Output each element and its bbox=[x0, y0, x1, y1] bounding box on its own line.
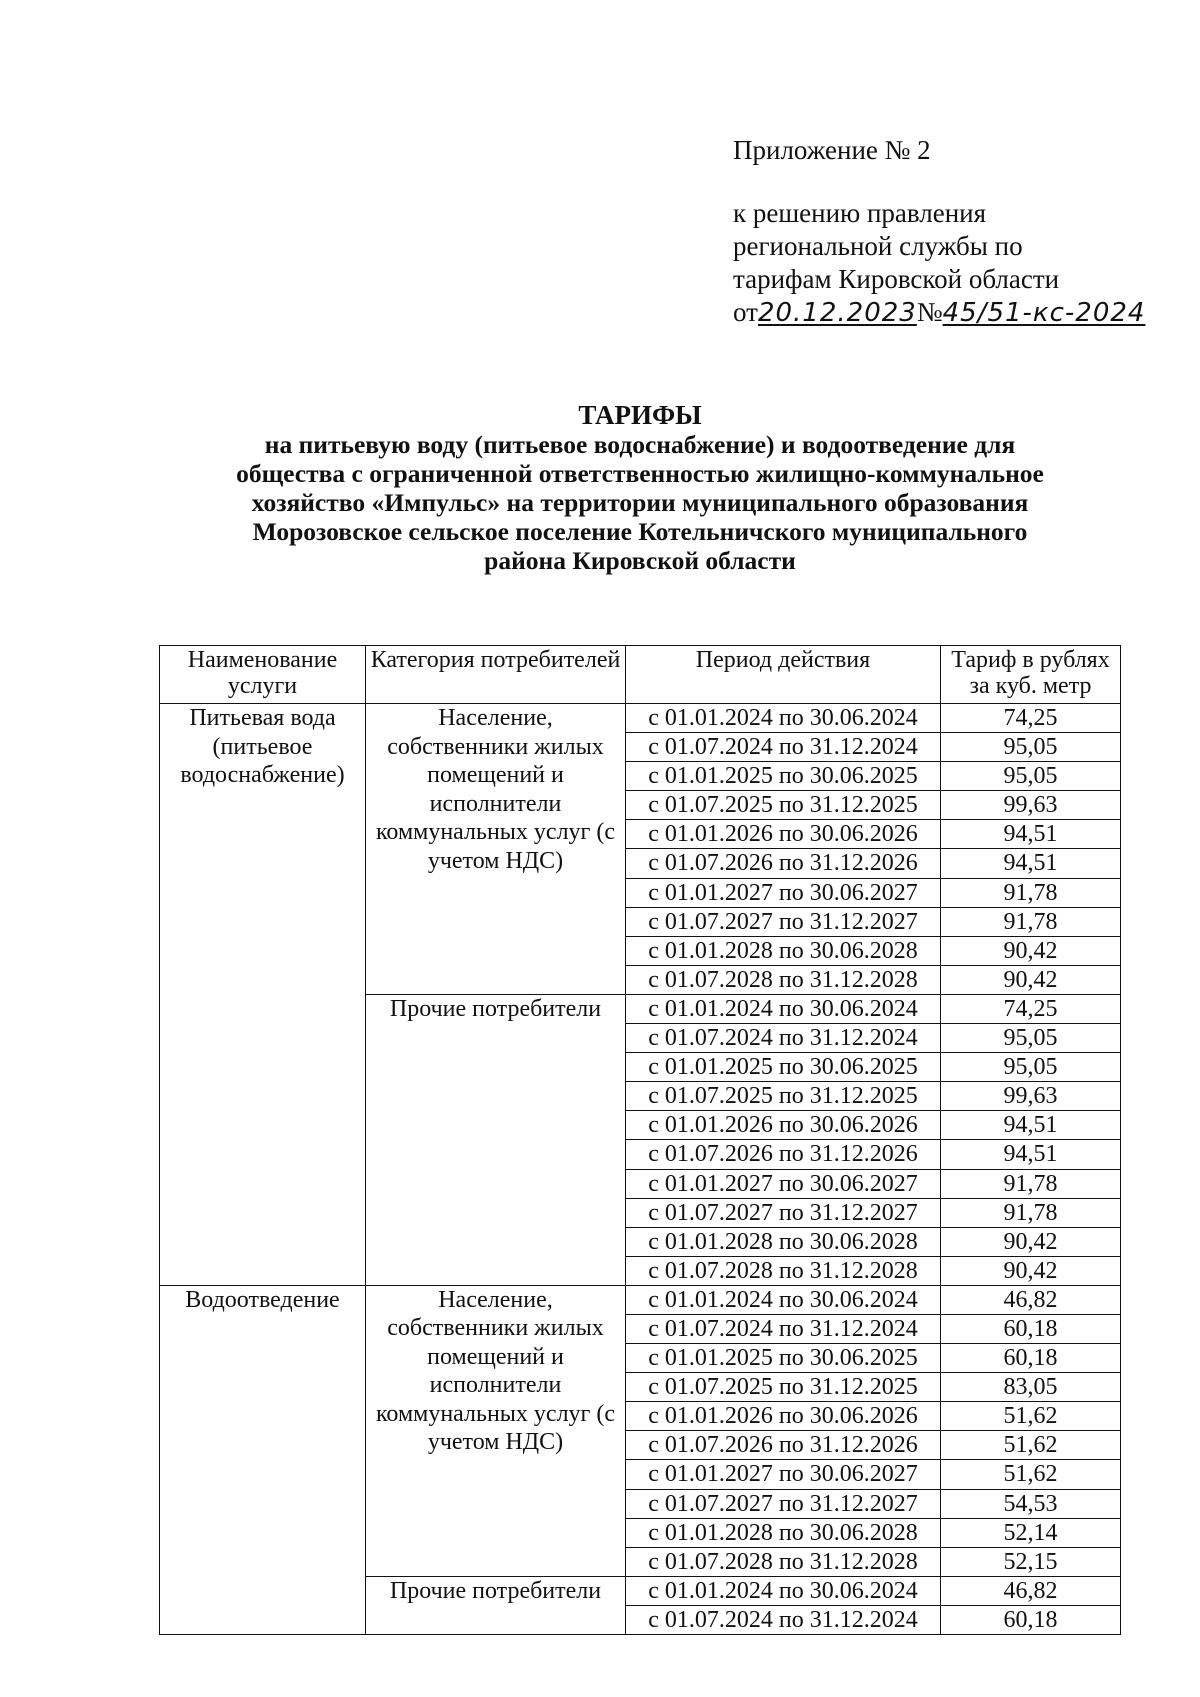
period-cell: с 01.01.2026 по 30.06.2026 bbox=[626, 820, 941, 849]
category-cell: Прочие потребители bbox=[366, 994, 626, 1285]
tariff-value-cell: 52,15 bbox=[941, 1547, 1121, 1576]
tariff-value-cell: 91,78 bbox=[941, 1198, 1121, 1227]
tariff-value-cell: 99,63 bbox=[941, 791, 1121, 820]
period-cell: с 01.01.2026 по 30.06.2026 bbox=[626, 1402, 941, 1431]
period-cell: с 01.01.2024 по 30.06.2024 bbox=[626, 704, 941, 733]
appendix-line: к решению правления bbox=[733, 198, 987, 228]
document-title: ТАРИФЫ bbox=[578, 400, 702, 430]
period-cell: с 01.07.2028 по 31.12.2028 bbox=[626, 1256, 941, 1285]
subtitle-line: Морозовское сельское поселение Котельничского муниципального bbox=[252, 517, 1028, 546]
date-prefix: от bbox=[733, 297, 758, 327]
table-header-row bbox=[160, 646, 1121, 704]
period-cell: с 01.07.2024 по 31.12.2024 bbox=[626, 1605, 941, 1634]
period-cell: с 01.01.2027 по 30.06.2027 bbox=[626, 878, 941, 907]
subtitle-line: хозяйство «Импульс» на территории муниципального образования bbox=[251, 488, 1029, 517]
decision-date-line bbox=[733, 296, 1173, 330]
tariff-value-cell: 74,25 bbox=[941, 994, 1121, 1023]
service-name-cell: Водоотведение bbox=[160, 1285, 366, 1634]
tariff-value-cell: 94,51 bbox=[941, 820, 1121, 849]
tariff-value-cell: 60,18 bbox=[941, 1605, 1121, 1634]
tariff-value-cell: 74,25 bbox=[941, 704, 1121, 733]
tariff-value-cell: 90,42 bbox=[941, 1227, 1121, 1256]
period-cell: с 01.07.2027 по 31.12.2027 bbox=[626, 1489, 941, 1518]
subtitle-line: общества с ограниченной ответственностью жилищно-коммунальное bbox=[236, 459, 1044, 488]
tariff-value-cell: 91,78 bbox=[941, 878, 1121, 907]
period-cell: с 01.07.2025 по 31.12.2025 bbox=[626, 1373, 941, 1402]
table-row bbox=[160, 704, 1121, 733]
handwritten-date: 20.12.2023 bbox=[757, 298, 917, 328]
header-service: Наименование услуги bbox=[160, 646, 366, 704]
period-cell: с 01.01.2028 по 30.06.2028 bbox=[626, 936, 941, 965]
tariff-value-cell: 94,51 bbox=[941, 1140, 1121, 1169]
period-cell: с 01.07.2026 по 31.12.2026 bbox=[626, 849, 941, 878]
period-cell: с 01.07.2027 по 31.12.2027 bbox=[626, 907, 941, 936]
period-cell: с 01.07.2028 по 31.12.2028 bbox=[626, 965, 941, 994]
period-cell: с 01.07.2027 по 31.12.2027 bbox=[626, 1198, 941, 1227]
period-cell: с 01.07.2028 по 31.12.2028 bbox=[626, 1547, 941, 1576]
period-cell: с 01.07.2024 по 31.12.2024 bbox=[626, 1024, 941, 1053]
tariff-value-cell: 51,62 bbox=[941, 1431, 1121, 1460]
tariff-value-cell: 95,05 bbox=[941, 1053, 1121, 1082]
tariff-value-cell: 83,05 bbox=[941, 1373, 1121, 1402]
period-cell: с 01.07.2026 по 31.12.2026 bbox=[626, 1140, 941, 1169]
tariff-value-cell: 51,62 bbox=[941, 1460, 1121, 1489]
tariff-value-cell: 95,05 bbox=[941, 762, 1121, 791]
period-cell: с 01.07.2024 по 31.12.2024 bbox=[626, 733, 941, 762]
period-cell: с 01.07.2025 по 31.12.2025 bbox=[626, 1082, 941, 1111]
period-cell: с 01.01.2024 по 30.06.2024 bbox=[626, 1576, 941, 1605]
tariff-value-cell: 90,42 bbox=[941, 965, 1121, 994]
tariff-value-cell: 54,53 bbox=[941, 1489, 1121, 1518]
handwritten-number: 45/51-кс-2024 bbox=[942, 298, 1146, 328]
period-cell: с 01.01.2026 по 30.06.2026 bbox=[626, 1111, 941, 1140]
tariff-value-cell: 99,63 bbox=[941, 1082, 1121, 1111]
appendix-line: региональной службы по bbox=[733, 231, 1023, 261]
tariff-value-cell: 94,51 bbox=[941, 1111, 1121, 1140]
tariff-value-cell: 95,05 bbox=[941, 1024, 1121, 1053]
period-cell: с 01.01.2024 по 30.06.2024 bbox=[626, 994, 941, 1023]
service-name-cell: Питьевая вода (питьевое водоснабжение) bbox=[160, 704, 366, 1286]
tariff-table bbox=[159, 645, 1121, 1635]
tariff-value-cell: 60,18 bbox=[941, 1344, 1121, 1373]
tariff-value-cell: 90,42 bbox=[941, 936, 1121, 965]
tariff-value-cell: 46,82 bbox=[941, 1576, 1121, 1605]
appendix-number: Приложение № 2 bbox=[733, 135, 931, 165]
table-row bbox=[160, 1285, 1121, 1314]
document-title-block bbox=[150, 401, 1130, 575]
period-cell: с 01.01.2025 по 30.06.2025 bbox=[626, 1053, 941, 1082]
tariff-value-cell: 90,42 bbox=[941, 1256, 1121, 1285]
category-cell: Население, собственники жилых помещений и исполнители коммунальных услуг (с учетом НДС) bbox=[366, 704, 626, 995]
period-cell: с 01.01.2024 по 30.06.2024 bbox=[626, 1285, 941, 1314]
period-cell: с 01.01.2027 по 30.06.2027 bbox=[626, 1169, 941, 1198]
header-category: Категория потребителей bbox=[366, 646, 626, 704]
period-cell: с 01.07.2025 по 31.12.2025 bbox=[626, 791, 941, 820]
tariff-value-cell: 94,51 bbox=[941, 849, 1121, 878]
period-cell: с 01.01.2028 по 30.06.2028 bbox=[626, 1518, 941, 1547]
header-period: Период действия bbox=[626, 646, 941, 704]
period-cell: с 01.01.2025 по 30.06.2025 bbox=[626, 1344, 941, 1373]
tariff-value-cell: 95,05 bbox=[941, 733, 1121, 762]
period-cell: с 01.07.2026 по 31.12.2026 bbox=[626, 1431, 941, 1460]
subtitle-line: района Кировской области bbox=[484, 546, 796, 575]
category-cell: Прочие потребители bbox=[366, 1576, 626, 1634]
period-cell: с 01.01.2027 по 30.06.2027 bbox=[626, 1460, 941, 1489]
appendix-block bbox=[733, 134, 1173, 330]
period-cell: с 01.01.2025 по 30.06.2025 bbox=[626, 762, 941, 791]
number-sign: № bbox=[916, 297, 943, 327]
tariff-value-cell: 91,78 bbox=[941, 907, 1121, 936]
tariff-value-cell: 51,62 bbox=[941, 1402, 1121, 1431]
tariff-table-body bbox=[160, 704, 1121, 1635]
tariff-value-cell: 52,14 bbox=[941, 1518, 1121, 1547]
period-cell: с 01.01.2028 по 30.06.2028 bbox=[626, 1227, 941, 1256]
header-tariff: Тариф в рублях за куб. метр bbox=[941, 646, 1121, 704]
tariff-value-cell: 46,82 bbox=[941, 1285, 1121, 1314]
category-cell: Население, собственники жилых помещений и исполнители коммунальных услуг (с учетом НДС) bbox=[366, 1285, 626, 1576]
subtitle-line: на питьевую воду (питьевое водоснабжение) и водоотведение для bbox=[264, 430, 1016, 459]
tariff-value-cell: 60,18 bbox=[941, 1314, 1121, 1343]
appendix-line: тарифам Кировской области bbox=[733, 264, 1060, 294]
period-cell: с 01.07.2024 по 31.12.2024 bbox=[626, 1314, 941, 1343]
tariff-value-cell: 91,78 bbox=[941, 1169, 1121, 1198]
